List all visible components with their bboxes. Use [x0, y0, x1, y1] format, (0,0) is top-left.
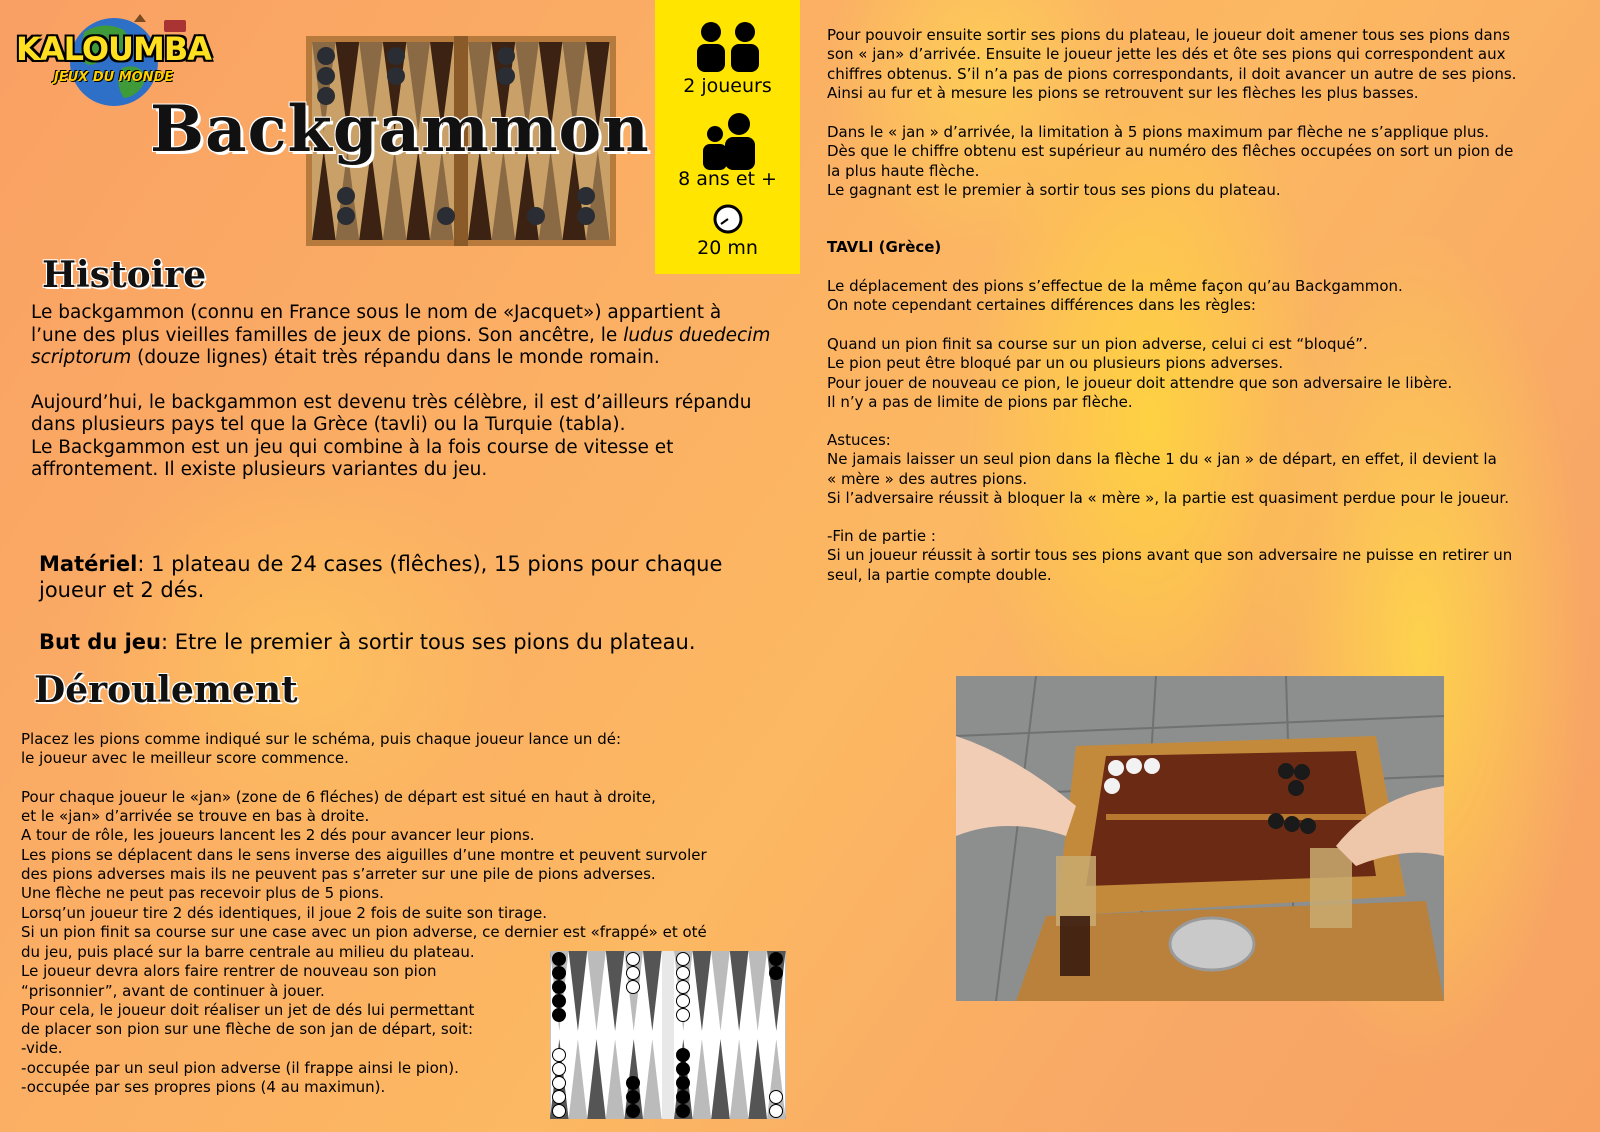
materiel-text — [39, 551, 759, 603]
diagram-checker — [677, 1077, 690, 1090]
diagram-checker — [553, 953, 566, 966]
diagram-checker — [627, 1091, 640, 1104]
board-photo-stone — [337, 187, 355, 205]
diagram-checker — [627, 981, 640, 994]
board-photo-stone — [577, 207, 595, 225]
histoire-p1-a: Le backgammon (connu en France sous le nom de «Jacquet») appartient à l’une des plus vieilles familles de jeux de pions. Son ancêtre, le — [31, 302, 722, 346]
board-photo-stone — [387, 47, 405, 65]
game-info-box — [655, 0, 800, 274]
right-p2: Dans le « jan » d’arrivée, la limitation à 5 pions maximum par flèche ne s’applique plus. Dès que le chiffre obtenu est supérieur au numéro des flêches occupées on sort un pion de la plus haute flèche. Le gagnant est le premier à sortir tous ses pions du plateau. — [827, 123, 1514, 199]
diagram-checker — [677, 953, 690, 966]
diagram-checker — [627, 953, 640, 966]
diagram-checker — [627, 1077, 640, 1090]
age-icon — [701, 112, 757, 170]
but-value: : Etre le premier à sortir tous ses pions du plateau. — [161, 630, 696, 654]
diagram-checker — [677, 967, 690, 980]
diagram-checker — [553, 1063, 566, 1076]
page-title: Backgammon — [150, 92, 650, 167]
diagram-checker — [553, 1105, 566, 1118]
diagram-checker — [770, 953, 783, 966]
histoire-p3: Le Backgammon est un jeu qui combine à la fois course de vitesse et affrontement. Il existe plusieurs variantes du jeu. — [31, 436, 674, 480]
diagram-checker — [677, 1009, 690, 1022]
deroulement-heading: Déroulement — [34, 669, 298, 711]
histoire-p1-b: (douze lignes) était très répandu dans le monde romain. — [131, 347, 660, 368]
board-photo-stone — [317, 47, 335, 65]
board-photo-stone — [577, 187, 595, 205]
right-p3: Le déplacement des pions s’effectue de la même façon qu’au Backgammon. On note cependant certaines différences dans les règles: — [827, 277, 1403, 315]
right-p1: Pour pouvoir ensuite sortir ses pions du plateau, le joueur doit amener tous ses pions dans son « jan» d’arrivée. Ensuite le joueur jette les dés et ôte ses pions qui correspondent aux chiffres obtenus. S’il n’a pas de pions correspondants, il doit avancer un autre de ses pions. Ainsi au fur et à mesure les pions se retrouvent sur les flèches les plus basses. — [827, 26, 1517, 102]
board-setup-diagram — [550, 951, 786, 1119]
diagram-checker — [677, 1091, 690, 1104]
diagram-checker — [677, 1049, 690, 1062]
diagram-checker — [553, 967, 566, 980]
but-text — [39, 629, 779, 655]
deroulement-text-top: Placez les pions comme indiqué sur le schéma, puis chaque joueur lance un dé: le joueur avec le meilleur score commence. Pour chaque joueur le «jan» (zone de 6 fléches) de départ est situé en haut à droite, et le «jan» d’arrivée se trouve en bas à droite. A tour de rôle, les joueurs lancent les 2 dés pour avancer leur pions. Les pions se déplacent dans le sens inverse des aiguilles d’une montre et peuvent survoler des pions adverses mais ils ne peuvent pas s’arreter sur une pile de pions adverses. Une flèche ne peut pas recevoir plus de 5 pions. Lorsq’un joueur tire 2 dés identiques, il joue 2 fois de suite son tirage. Si un pion finit sa course sur une case avec un pion adverse, ce dernier est «frappé» et oté — [21, 730, 707, 941]
board-photo-stone — [337, 207, 355, 225]
players-icon — [695, 20, 761, 72]
materiel-label: Matériel — [39, 552, 138, 576]
diagram-checker — [553, 1049, 566, 1062]
deroulement-text-bottom: du jeu, puis placé sur la barre centrale au milieu du plateau. Le joueur devra alors faire rentrer de nouveau son pion “prisonnier”, avant de continuer à jouer. Pour cela, le joueur doit réaliser un jet de dés lui permettant de placer son pion sur une flèche de son jan de départ, soit: -vide. -occupée par un seul pion adverse (il frappe ainsi le pion). -occupée par ses propres pions (4 au maximun). — [21, 943, 475, 1097]
age-label: 8 ans et + — [678, 168, 777, 190]
histoire-p1 — [31, 302, 771, 370]
diagram-checker — [553, 1009, 566, 1022]
histoire-text — [31, 302, 771, 482]
board-photo-stone — [437, 207, 455, 225]
diagram-checker — [627, 1105, 640, 1118]
histoire-heading: Histoire — [42, 254, 207, 296]
players-count: 2 joueurs — [683, 75, 772, 97]
materiel-value: : 1 plateau de 24 cases (flêches), 15 pions pour chaque joueur et 2 dés. — [39, 552, 723, 602]
board-photo-stone — [527, 207, 545, 225]
diagram-checker — [770, 967, 783, 980]
duration-label: 20 mn — [697, 237, 758, 259]
players-photo — [956, 676, 1444, 1001]
diagram-checker — [553, 981, 566, 994]
logo-name: KALOUMBA — [16, 30, 211, 68]
diagram-checker — [553, 1077, 566, 1090]
diagram-checker — [770, 1091, 783, 1104]
diagram-checker — [770, 1105, 783, 1118]
board-photo-stone — [497, 67, 515, 85]
diagram-checker — [677, 1105, 690, 1118]
right-p4: Quand un pion finit sa course sur un pion adverse, celui ci est “bloqué”. Le pion peut être bloqué par un ou plusieurs pions adverses. Pour jouer de nouveau ce pion, le joueur doit attendre que son adversaire le libère. Il n’y a pas de limite de pions par flèche. — [827, 335, 1453, 411]
diagram-checker — [677, 995, 690, 1008]
board-photo-stone — [387, 67, 405, 85]
right-p5: Astuces: Ne jamais laisser un seul pion dans la flèche 1 du « jan » de départ, en effet, il devient la « mère » des autres pions. Si l’adversaire réussit à bloquer la « mère », la partie est quasiment perdue pour le joueur. — [827, 431, 1509, 507]
diagram-checker — [677, 981, 690, 994]
but-label: But du jeu — [39, 630, 161, 654]
diagram-checker — [553, 995, 566, 1008]
tavli-heading: TAVLI (Grèce) — [827, 238, 942, 256]
histoire-p1-italic: ludus duedecim scriptorum — [31, 324, 771, 368]
diagram-checker — [677, 1063, 690, 1076]
histoire-p2: Aujourd’hui, le backgammon est devenu très célèbre, il est d’ailleurs répandu dans plusieurs pays tel que la Grèce (tavli) ou la Turquie (tabla). — [31, 391, 752, 435]
board-photo-stone — [317, 67, 335, 85]
board-photo-stone — [497, 47, 515, 65]
clock-icon — [713, 204, 743, 234]
diagram-checker — [627, 967, 640, 980]
diagram-checker — [553, 1091, 566, 1104]
logo-tagline: JEUX DU MONDE — [54, 70, 174, 85]
right-p6: -Fin de partie : Si un joueur réussit à sortir tous ses pions avant que son adversaire ne puisse en retirer un seul, la partie compte double. — [827, 527, 1513, 584]
